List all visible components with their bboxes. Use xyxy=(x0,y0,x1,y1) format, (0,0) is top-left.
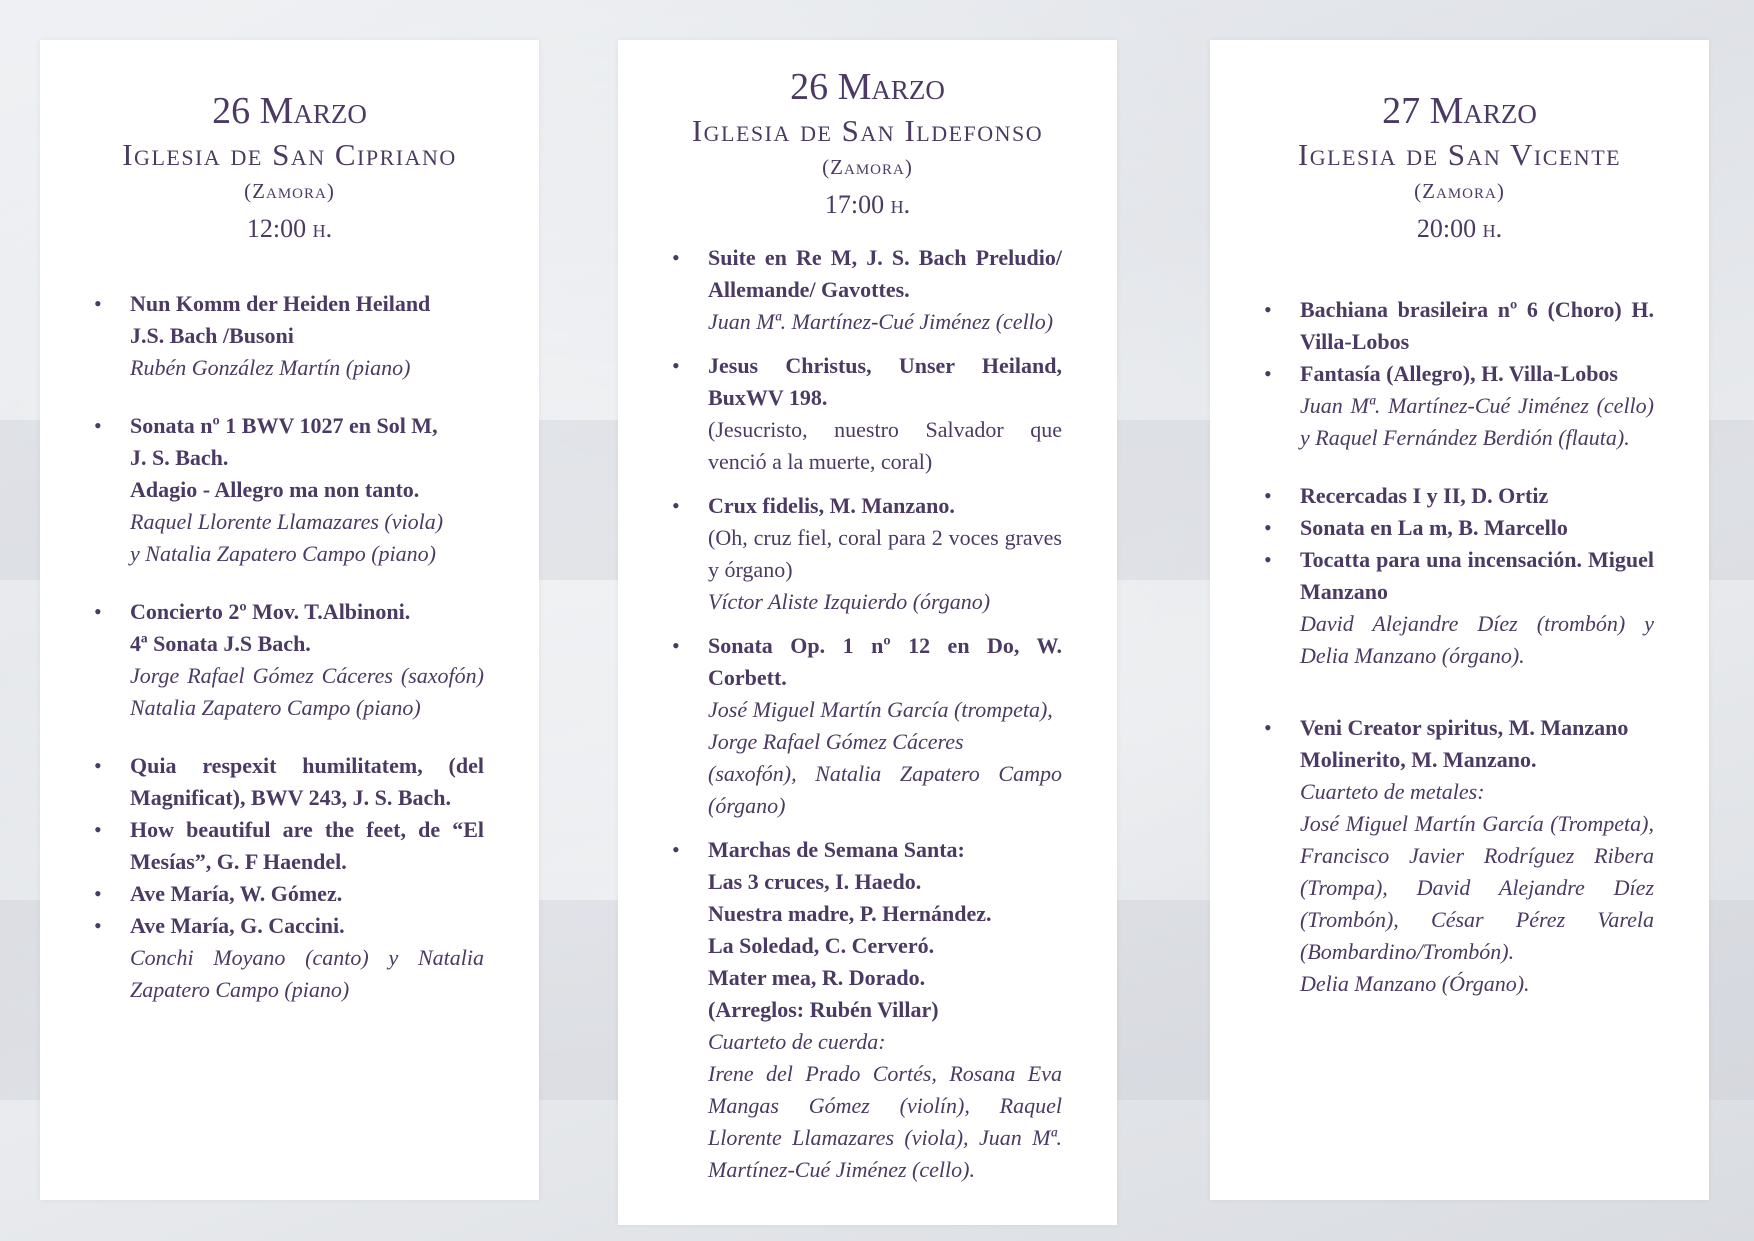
panel-header xyxy=(40,88,539,248)
program-item: • Nun Komm der Heiden Heiland J.S. Bach /Busoni Rubén González Martín (piano) xyxy=(40,288,539,384)
panel-san-cipriano xyxy=(40,40,539,1200)
program-item: • Suite en Re M, J. S. Bach Preludio/ Allemande/ Gavottes. Juan Mª. Martínez-Cué Jiménez (cello) xyxy=(618,242,1117,338)
concert-time: 12:00 h. xyxy=(246,214,333,243)
program-list xyxy=(618,242,1117,1186)
program-item: • Bachiana brasileira nº 6 (Choro) H. Villa-Lobos xyxy=(1210,294,1709,358)
panel-san-vicente xyxy=(1210,40,1709,1200)
program-item: • Recercadas I y II, D. Ortiz xyxy=(1210,480,1709,512)
program-item: • Fantasía (Allegro), H. Villa-Lobos Juan Mª. Martínez-Cué Jiménez (cello) y Raquel Fernández Berdión (flauta). xyxy=(1210,358,1709,454)
program-item: • Marchas de Semana Santa: Las 3 cruces, I. Haedo. Nuestra madre, P. Hernández. La Soledad, C. Cerveró. Mater mea, R. Dorado. (Arreglos: Rubén Villar) Cuarteto de cuerda: Irene del Prado Cortés, Rosana Eva Mangas Gómez (violín), Raquel Llorente Llamazares (viola), Juan Mª. Martínez-Cué Jiménez (cello). xyxy=(618,834,1117,1186)
concert-date: 26 Marzo xyxy=(790,66,945,108)
program-item: • Ave María, G. Caccini. Conchi Moyano (canto) y Natalia Zapatero Campo (piano) xyxy=(40,910,539,1006)
program-item: • Veni Creator spiritus, M. Manzano Molinerito, M. Manzano. Cuarteto de metales: José Miguel Martín García (Trompeta), Francisco Javier Rodríguez Ribera (Trompa), David Alejandre Díez (Trombón), César Pérez Varela (Bombardino/Trombón). Delia Manzano (Órgano). xyxy=(1210,712,1709,1000)
concert-date: 26 Marzo xyxy=(212,90,367,132)
concert-time: 20:00 h. xyxy=(1416,214,1503,243)
program-list xyxy=(40,288,539,1006)
program-item: • Crux fidelis, M. Manzano. (Oh, cruz fiel, coral para 2 voces graves y órgano) Víctor Aliste Izquierdo (órgano) xyxy=(618,490,1117,618)
panel-san-ildefonso xyxy=(618,40,1117,1225)
program-item: • Sonata nº 1 BWV 1027 en Sol M, J. S. Bach. Adagio - Allegro ma non tanto. Raquel Llorente Llamazares (viola) y Natalia Zapatero Campo (piano) xyxy=(40,410,539,570)
program-item: • Jesus Christus, Unser Heiland, BuxWV 198. (Jesucristo, nuestro Salvador que venció a la muerte, coral) xyxy=(618,350,1117,478)
program-list xyxy=(1210,294,1709,1000)
panel-header xyxy=(1210,88,1709,248)
church-name: Iglesia de San Cipriano xyxy=(122,137,457,172)
church-name: Iglesia de San Vicente xyxy=(1297,137,1622,172)
program-item: • How beautiful are the feet, de “El Mesías”, G. F Haendel. xyxy=(40,814,539,878)
program-item: • Quia respexit humilitatem, (del Magnificat), BWV 243, J. S. Bach. xyxy=(40,750,539,814)
concert-date: 27 Marzo xyxy=(1382,90,1537,132)
church-name: Iglesia de San Ildefonso xyxy=(691,113,1044,148)
concert-time: 17:00 h. xyxy=(824,190,911,219)
program-item: • Tocatta para una incensación. Miguel Manzano David Alejandre Díez (trombón) y Delia Manzano (órgano). xyxy=(1210,544,1709,672)
program-item: • Sonata Op. 1 nº 12 en Do, W. Corbett. José Miguel Martín García (trompeta), Jorge Rafael Gómez Cáceres (saxofón), Natalia Zapatero Campo (órgano) xyxy=(618,630,1117,822)
program-item: • Concierto 2º Mov. T.Albinoni. 4ª Sonata J.S Bach. Jorge Rafael Gómez Cáceres (saxofón) Natalia Zapatero Campo (piano) xyxy=(40,596,539,724)
city-name: (Zamora) xyxy=(244,179,335,203)
program-item: • Ave María, W. Gómez. xyxy=(40,878,539,910)
city-name: (Zamora) xyxy=(822,155,913,179)
program-item: • Sonata en La m, B. Marcello xyxy=(1210,512,1709,544)
panel-header xyxy=(618,64,1117,224)
city-name: (Zamora) xyxy=(1414,179,1505,203)
